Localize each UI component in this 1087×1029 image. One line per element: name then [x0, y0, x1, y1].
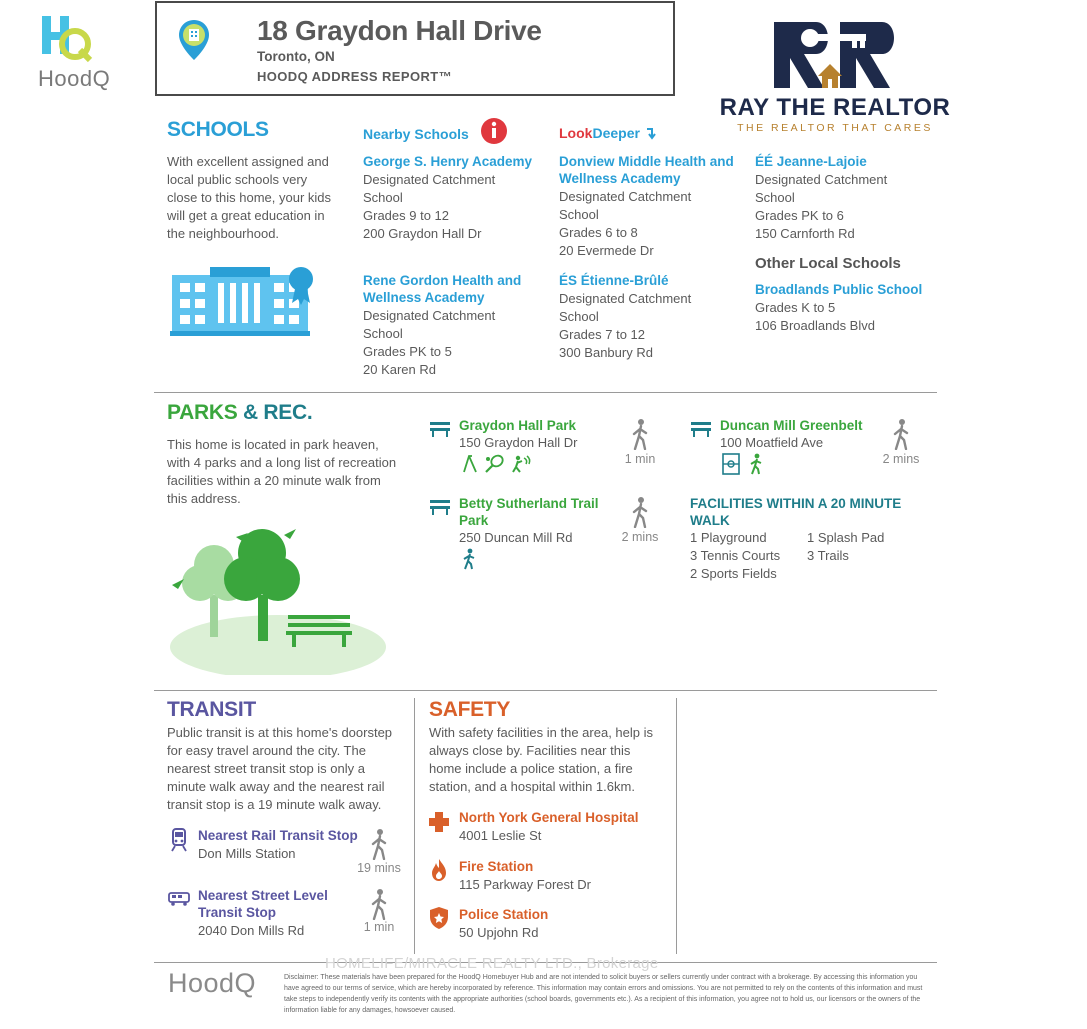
address-city: Toronto, ON	[257, 49, 335, 64]
school-grades: Grades PK to 5	[363, 344, 452, 359]
park-address: 250 Duncan Mill Rd	[459, 530, 573, 545]
walking-person-icon	[890, 418, 912, 450]
park-address: 100 Moatfield Ave	[720, 435, 824, 450]
school-card	[559, 272, 744, 362]
hospital-card	[459, 809, 669, 845]
disclaimer: Disclaimer: These materials have been prepared for the HoodQ Homebuyer Hub and are not intended to solicit buyers or sellers currently under contract with a brokerage. By accessing this information you have agreed to our terms of service, which are hereby incorporated by reference. This information may contain errors and omissions. You are not permitted to rely on the contents of this information and must take steps to independently verify its contents with the appropriate authorities (school boards, governments etc.). As a recipient of this information, you agree not to hold us, our licensors or the owners of the information liable for any damages, howsoever caused.	[284, 974, 923, 1014]
street-transit-label[interactable]: Nearest Street Level Transit Stop	[198, 888, 328, 920]
school-type: Designated Catchment School	[363, 308, 496, 341]
street-transit-name: 2040 Don Mills Rd	[198, 923, 305, 938]
lookdeeper-link[interactable]	[559, 125, 658, 141]
rail-transit-name: Don Mills Station	[198, 846, 296, 861]
school-address: 20 Karen Rd	[363, 362, 436, 377]
school-card	[363, 272, 548, 379]
info-icon[interactable]	[480, 117, 508, 145]
school-name[interactable]: Donview Middle Health and Wellness Academy	[559, 154, 734, 186]
rail-transit-label[interactable]: Nearest Rail Transit Stop	[198, 828, 358, 843]
facility-item: 3 Tennis Courts	[690, 548, 781, 563]
school-name[interactable]: Broadlands Public School	[755, 282, 923, 297]
hoodq-logo	[38, 14, 128, 94]
safety-description: With safety facilities in the area, help is always close by. Facilities near this home include a police station, a fire station, and a hospital within 1.6km.	[429, 725, 653, 794]
fire-icon	[430, 858, 448, 882]
school-name[interactable]: George S. Henry Academy	[363, 154, 533, 169]
realtor-logo	[700, 14, 970, 138]
school-address: 150 Carnforth Rd	[755, 226, 855, 241]
walking-person-icon	[368, 828, 390, 860]
police-station-address: 50 Upjohn Rd	[459, 925, 539, 940]
bus-icon	[168, 892, 190, 906]
rail-walk-time: 19 mins	[357, 861, 401, 875]
park-card	[720, 417, 895, 452]
school-type: Designated Catchment School	[559, 291, 692, 324]
schools-title: SCHOOLS	[167, 118, 269, 141]
report-label: HOODQ ADDRESS REPORT™	[257, 69, 452, 84]
fire-station-name[interactable]: Fire Station	[459, 859, 534, 874]
transit-description: Public transit is at this home's doorstep for easy travel around the city. The nearest street transit stop is only a minute walk away and the nearest rail transit stop is a 19 minute walk away.	[167, 725, 393, 812]
school-card	[363, 153, 548, 243]
school-card	[755, 281, 940, 335]
police-station-card	[459, 906, 669, 942]
park-card	[459, 417, 619, 452]
school-name[interactable]: ÉÉ Jeanne-Lajoie	[755, 154, 867, 169]
facility-item: 3 Trails	[807, 548, 849, 563]
park-walk-time: 2 mins	[621, 530, 659, 544]
school-type: Designated Catchment School	[755, 172, 888, 205]
hoodq-logo-icon	[40, 14, 96, 64]
safety-title: SAFETY	[429, 698, 511, 721]
schools-description: With excellent assigned and local public schools very close to this home, your kids will get a great education in the neighbourhood.	[167, 154, 332, 241]
school-type: Designated Catchment School	[559, 189, 692, 222]
school-grades: Grades 6 to 8	[559, 225, 638, 240]
realtor-logo-mark-icon	[770, 14, 900, 92]
school-building-icon	[170, 265, 320, 337]
trail-icon	[460, 454, 480, 474]
realtor-tagline: THE REALTOR THAT CARES	[737, 122, 933, 134]
bench-icon	[429, 499, 451, 515]
address-title: 18 Graydon Hall Drive	[257, 15, 542, 46]
park-walk-time: 1 min	[624, 452, 656, 466]
school-card	[559, 153, 744, 260]
school-address: 20 Evermede Dr	[559, 243, 654, 258]
school-grades: Grades 7 to 12	[559, 327, 645, 342]
police-station-name[interactable]: Police Station	[459, 907, 549, 922]
walking-person-icon	[368, 888, 390, 920]
park-name[interactable]: Duncan Mill Greenbelt	[720, 418, 863, 433]
parks-title-b: & REC.	[243, 401, 313, 424]
lookdeeper-deeper: Deeper	[592, 125, 640, 141]
park-trees-illustration-icon	[168, 525, 388, 675]
divider	[154, 690, 937, 691]
school-grades: Grades PK to 6	[755, 208, 844, 223]
walking-person-icon	[629, 418, 651, 450]
hospital-cross-icon	[428, 811, 450, 833]
fire-station-card	[459, 858, 669, 894]
school-address: 106 Broadlands Blvd	[755, 318, 875, 333]
park-walk-time: 2 mins	[882, 452, 920, 466]
park-address: 150 Graydon Hall Dr	[459, 435, 578, 450]
parks-description: This home is located in park heaven, with 4 parks and a long list of recreation facilities within a 20 minute walk from this address.	[167, 437, 397, 506]
school-address: 300 Banbury Rd	[559, 345, 653, 360]
school-card	[755, 153, 940, 243]
school-name[interactable]: ÉS Étienne-Brûlé	[559, 273, 669, 288]
location-pin-icon	[177, 18, 211, 62]
divider	[676, 698, 677, 954]
hospital-address: 4001 Leslie St	[459, 828, 542, 843]
arrow-down-icon	[644, 127, 658, 141]
playground-icon	[460, 548, 478, 570]
park-card	[459, 495, 614, 547]
lookdeeper-look: Look	[559, 125, 593, 141]
realtor-name: RAY THE REALTOR	[719, 94, 951, 121]
rail-transit-card	[198, 827, 363, 863]
bench-icon	[429, 421, 451, 437]
address-box	[155, 1, 675, 96]
divider	[414, 698, 415, 954]
transit-title: TRANSIT	[167, 698, 256, 721]
divider	[154, 392, 937, 393]
footer-logo: HoodQ	[168, 968, 257, 998]
watermark: HOMELIFE/MIRACLE REALTY LTD., Brokerage	[325, 955, 659, 972]
street-walk-time: 1 min	[363, 920, 395, 934]
other-schools-label: Other Local Schools	[755, 255, 901, 272]
facilities-title: FACILITIES WITHIN A 20 MINUTE WALK	[690, 496, 902, 528]
bench-icon	[690, 421, 712, 437]
parks-title-a: PARKS	[167, 401, 238, 424]
school-type: Designated Catchment School	[363, 172, 496, 205]
tennis-icon	[484, 454, 506, 474]
park-name[interactable]: Betty Sutherland Trail Park	[459, 496, 599, 528]
school-grades: Grades K to 5	[755, 300, 836, 315]
facility-item: 1 Splash Pad	[807, 530, 885, 545]
train-icon	[171, 828, 187, 852]
hospital-name[interactable]: North York General Hospital	[459, 810, 639, 825]
facility-item: 2 Sports Fields	[690, 566, 777, 581]
splash-pad-icon	[510, 454, 532, 474]
school-grades: Grades 9 to 12	[363, 208, 449, 223]
school-name[interactable]: Rene Gordon Health and Wellness Academy	[363, 273, 522, 305]
playground-icon	[747, 453, 765, 475]
street-transit-card	[198, 887, 343, 940]
police-badge-icon	[429, 906, 449, 930]
park-name[interactable]: Graydon Hall Park	[459, 418, 577, 433]
nearby-schools-label: Nearby Schools	[363, 126, 469, 142]
facility-item: 1 Playground	[690, 530, 767, 545]
fire-station-address: 115 Parkway Forest Dr	[459, 877, 591, 892]
school-address: 200 Graydon Hall Dr	[363, 226, 482, 241]
hoodq-logo-text: HoodQ	[38, 66, 111, 91]
walking-person-icon	[629, 496, 651, 528]
sports-field-icon	[721, 453, 741, 475]
parks-title	[167, 401, 312, 425]
